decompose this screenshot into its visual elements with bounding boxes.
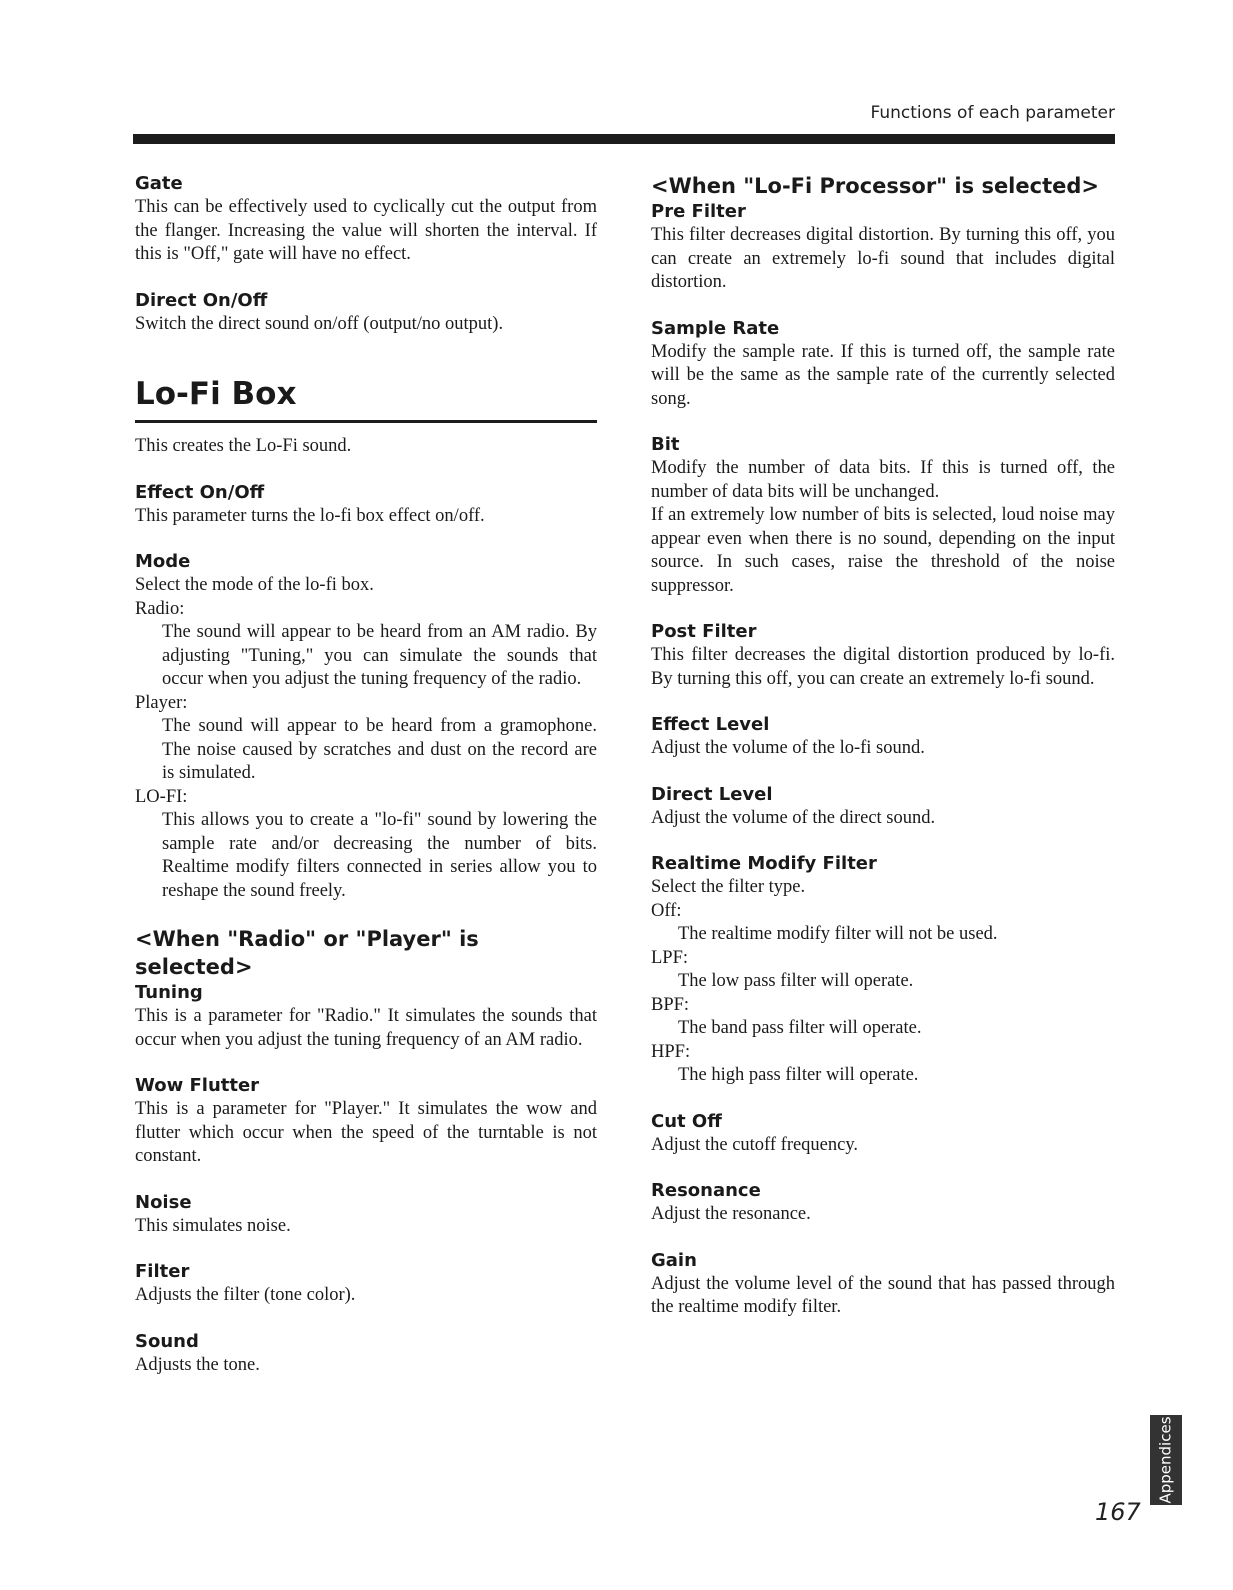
gate-heading: Gate [135, 173, 183, 194]
section-effect-level [651, 713, 1115, 761]
running-header: Functions of each parameter [870, 103, 1115, 123]
filter-heading: Filter [135, 1261, 190, 1282]
bit-text-1: Modify the number of data bits. If this is turned off, the number of data bits will be unchanged. [651, 458, 1115, 502]
appendices-tab-label: Appendices [1157, 1416, 1175, 1504]
radio-player-heading: <When "Radio" or "Player" is selected> [135, 927, 479, 979]
direct-onoff-text: Switch the direct sound on/off (output/no output). [135, 313, 504, 334]
section-bit [651, 433, 1115, 598]
direct-onoff-heading: Direct On/Off [135, 289, 268, 311]
section-sample-rate [651, 317, 1115, 412]
section-realtime-filter [651, 852, 1115, 1088]
mode-text: Select the mode of the lo-fi box. [135, 575, 374, 595]
section-direct-onoff [135, 289, 597, 337]
sample-rate-heading: Sample Rate [651, 317, 780, 339]
resonance-heading: Resonance [651, 1180, 761, 1201]
mode-heading: Mode [135, 551, 191, 572]
direct-level-text: Adjust the volume of the direct sound. [651, 807, 936, 828]
post-filter-heading: Post Filter [651, 621, 757, 642]
section-pre-filter [651, 200, 1115, 295]
pre-filter-text: This filter decreases digital distortion. By turning this off, you can create an extremely lo-fi sound that includes digital distortion. [651, 225, 1115, 292]
filter-desc-lpf: The low pass filter will operate. [678, 971, 914, 991]
mode-desc-player: The sound will appear to be heard from a gramophone. The noise caused by scratches and dust on the record are is simulated. [162, 716, 597, 783]
realtime-filter-text: Select the filter type. [651, 877, 806, 897]
gate-text: This can be effectively used to cyclically cut the output from the flanger. Increasing the value will shorten the interval. If this is "Off," gate will have no effect. [135, 197, 597, 264]
section-filter [135, 1260, 597, 1308]
section-direct-level [651, 783, 1115, 831]
resonance-text: Adjust the resonance. [651, 1204, 811, 1224]
bit-text-2: If an extremely low number of bits is selected, loud noise may appear even when there is no sound, depending on the input source. In such cases, raise the threshold of the noise suppressor. [651, 505, 1115, 596]
mode-term-radio: Radio: [135, 598, 185, 619]
left-column [135, 172, 597, 1377]
sample-rate-text: Modify the sample rate. If this is turned off, the sample rate will be the same as the sample rate of the currently selected song. [651, 341, 1115, 409]
section-noise [135, 1191, 597, 1239]
noise-text: This simulates noise. [135, 1215, 291, 1236]
filter-term-lpf: LPF: [651, 947, 689, 968]
tuning-heading: Tuning [135, 982, 203, 1003]
tuning-text: This is a parameter for "Radio." It simulates the sounds that occur when you adjust the tuning frequency of an AM radio. [135, 1006, 597, 1050]
section-mode [135, 550, 597, 903]
wow-flutter-heading: Wow Flutter [135, 1075, 260, 1096]
filter-term-off: Off: [651, 900, 682, 921]
sound-heading: Sound [135, 1330, 199, 1352]
right-column [651, 172, 1115, 1320]
pre-filter-heading: Pre Filter [651, 201, 746, 222]
filter-text: Adjusts the filter (tone color). [135, 1285, 356, 1305]
section-effect-onoff [135, 481, 597, 529]
section-cut-off [651, 1110, 1115, 1158]
effect-level-text: Adjust the volume of the lo-fi sound. [651, 738, 925, 758]
noise-heading: Noise [135, 1191, 192, 1213]
wow-flutter-text: This is a parameter for "Player." It simulates the wow and flutter which occur when the speed of the turntable is not constant. [135, 1099, 597, 1166]
mode-desc-radio: The sound will appear to be heard from an AM radio. By adjusting "Tuning," you can simulate the sounds that occur when you adjust the tuning frequency of the radio. [162, 622, 597, 689]
direct-level-heading: Direct Level [651, 783, 773, 805]
section-resonance [651, 1179, 1115, 1227]
mode-term-lofi: LO-FI: [135, 786, 188, 807]
post-filter-text: This filter decreases the digital distortion produced by lo-fi. By turning this off, you can create an extremely lo-fi sound. [651, 645, 1115, 689]
mode-desc-lofi: This allows you to create a "lo-fi" sound by lowering the sample rate and/or decreasing the number of bits. Realtime modify filters connected in series allow you to reshape the sound freely. [162, 810, 597, 901]
section-gate [135, 172, 597, 267]
lofi-processor-heading: <When "Lo-Fi Processor" is selected> [651, 174, 1099, 198]
bit-heading: Bit [651, 434, 680, 455]
filter-desc-bpf: The band pass filter will operate. [678, 1018, 922, 1038]
section-post-filter [651, 620, 1115, 691]
effect-onoff-text: This parameter turns the lo-fi box effect on/off. [135, 505, 485, 526]
gain-text: Adjust the volume level of the sound that has passed through the realtime modify filter. [651, 1273, 1115, 1317]
effect-level-heading: Effect Level [651, 714, 770, 735]
section-gain [651, 1249, 1115, 1320]
section-wow-flutter [135, 1074, 597, 1169]
section-sound [135, 1330, 597, 1378]
appendices-tab [1150, 1415, 1182, 1505]
filter-desc-hpf: The high pass filter will operate. [678, 1065, 919, 1085]
cut-off-text: Adjust the cutoff frequency. [651, 1134, 859, 1155]
header-rule [133, 134, 1115, 144]
effect-onoff-heading: Effect On/Off [135, 481, 265, 503]
lofi-box-title: Lo-Fi Box [135, 376, 297, 412]
filter-term-hpf: HPF: [651, 1041, 691, 1062]
gain-heading: Gain [651, 1249, 697, 1271]
lofi-box-intro: This creates the Lo-Fi sound. [135, 436, 352, 456]
realtime-filter-heading: Realtime Modify Filter [651, 853, 877, 874]
mode-term-player: Player: [135, 692, 188, 713]
filter-term-bpf: BPF: [651, 994, 690, 1015]
page-number: 167 [1095, 1498, 1141, 1526]
filter-desc-off: The realtime modify filter will not be used. [678, 924, 998, 944]
lofi-box-rule [135, 420, 597, 423]
sound-text: Adjusts the tone. [135, 1354, 260, 1375]
cut-off-heading: Cut Off [651, 1110, 722, 1132]
section-tuning [135, 981, 597, 1052]
